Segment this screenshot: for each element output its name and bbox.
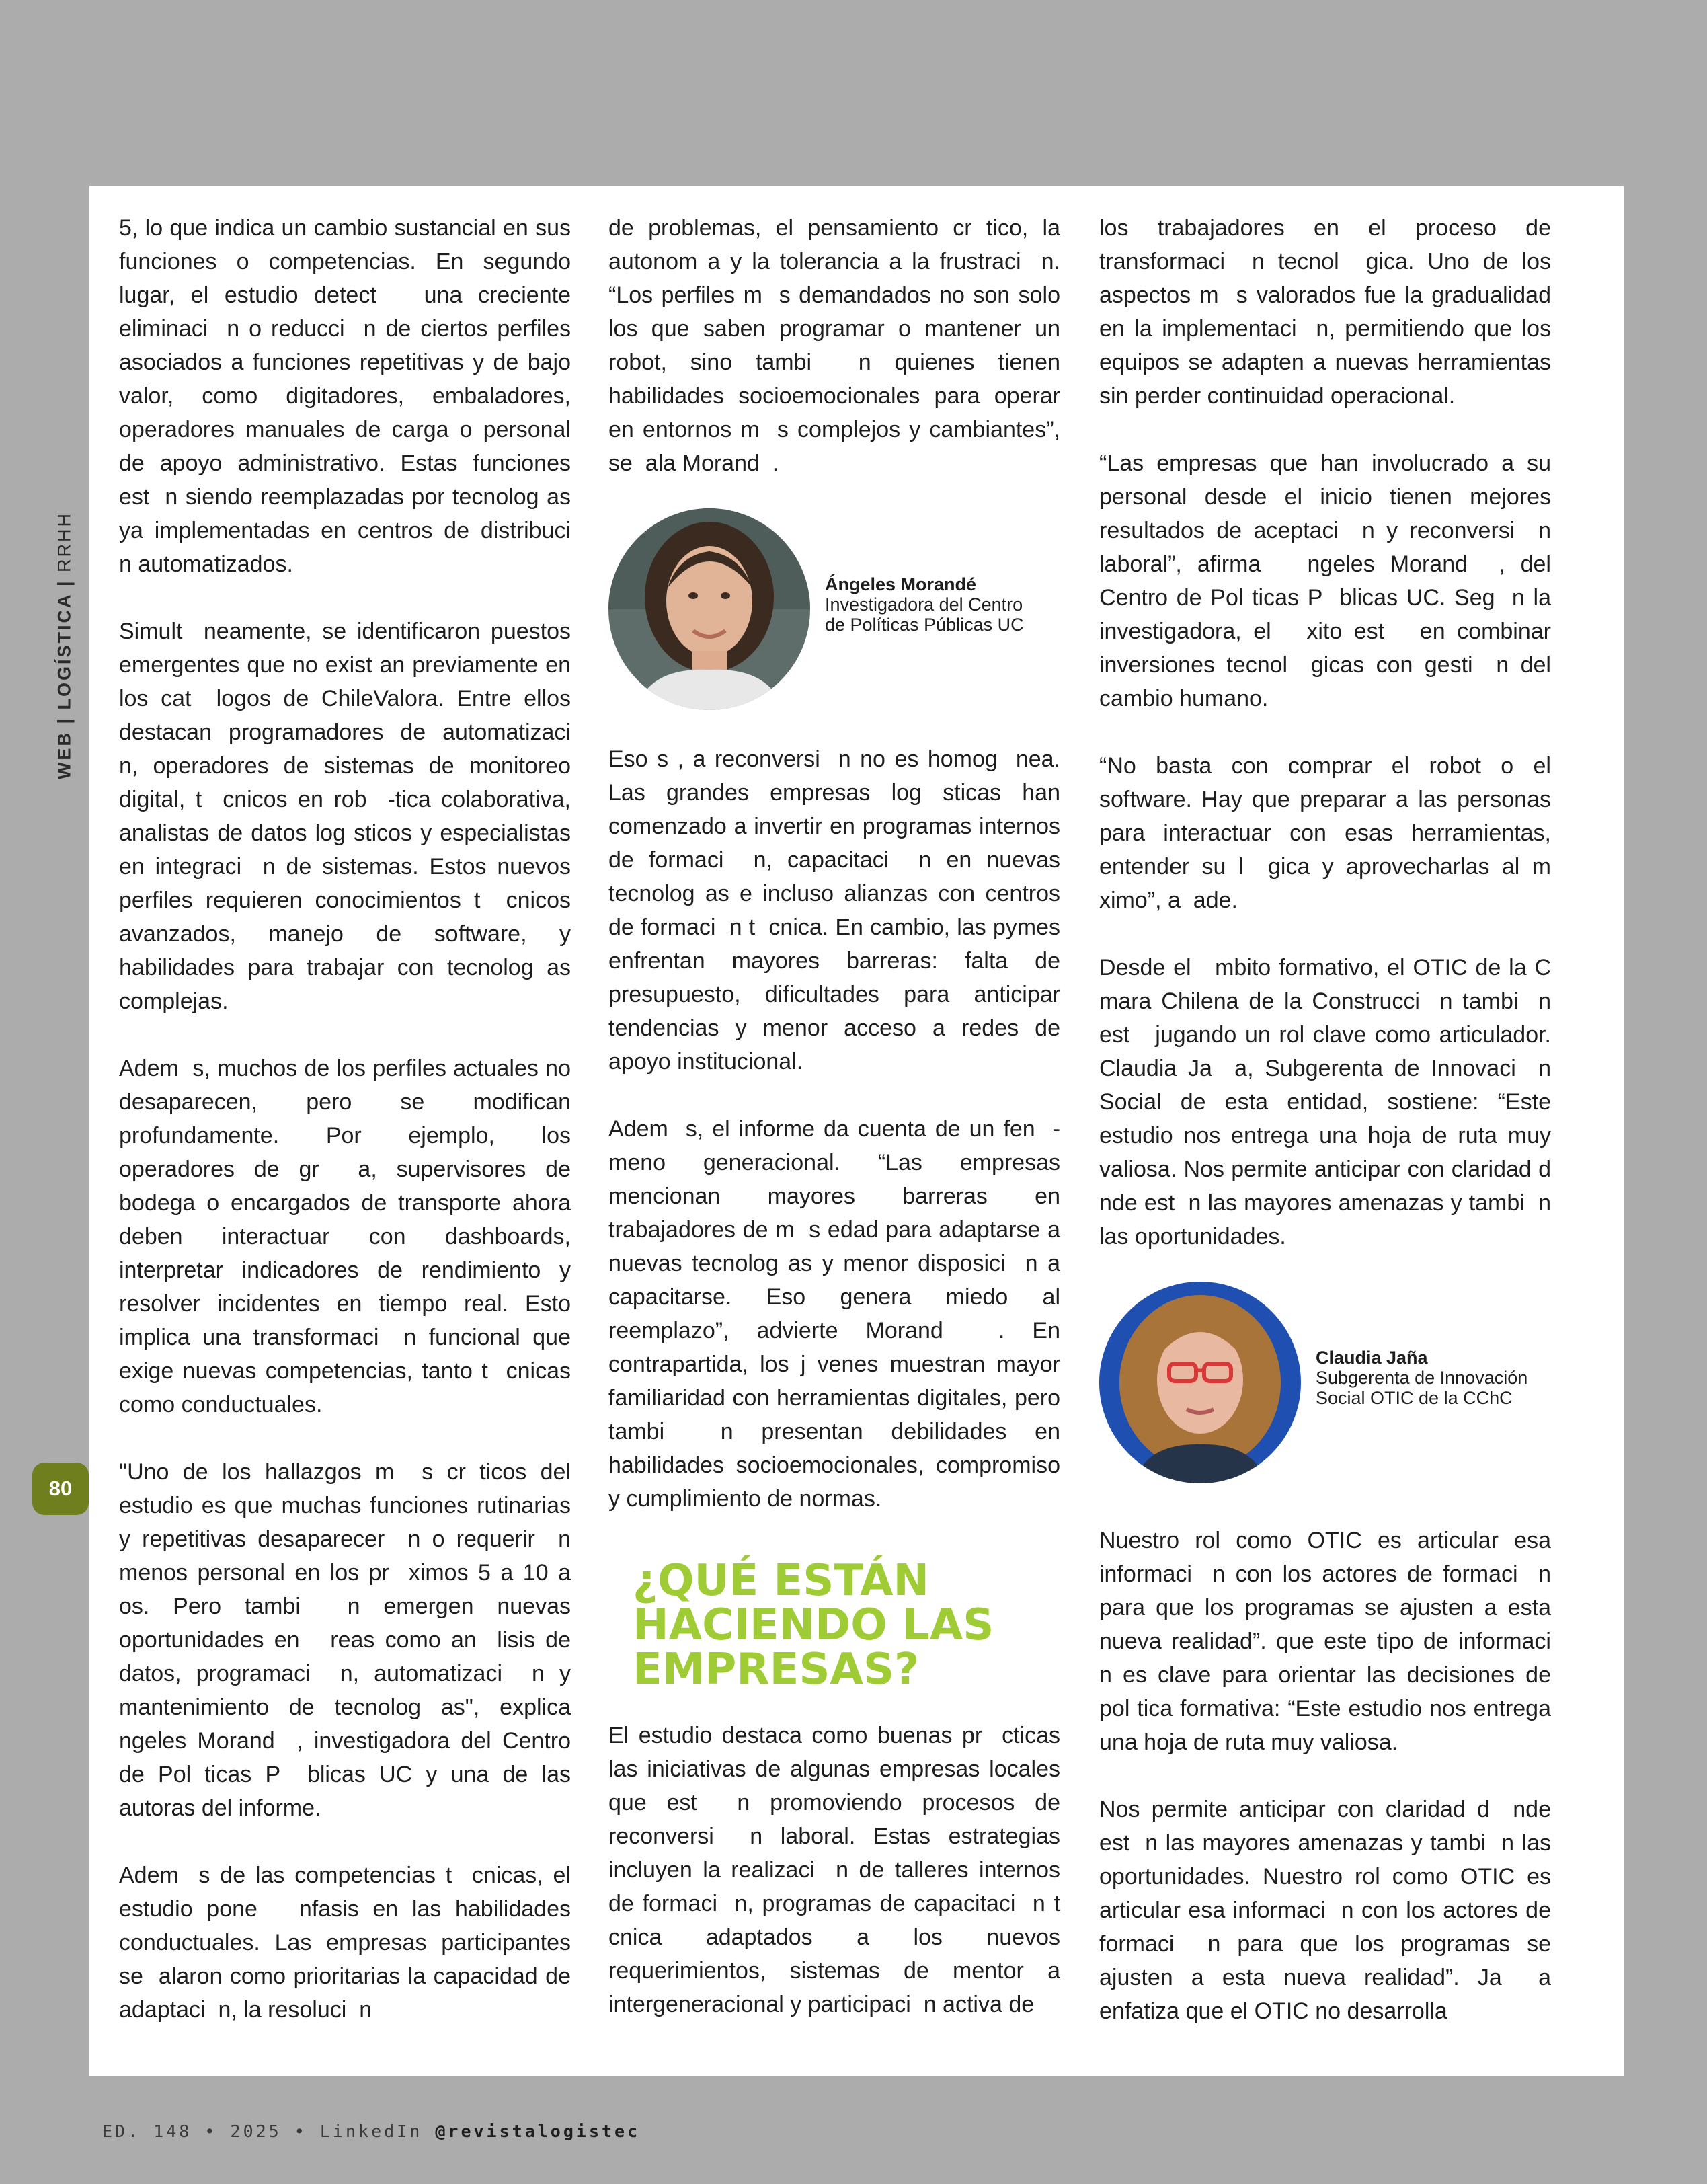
portrait-morande-image <box>608 508 810 710</box>
paragraph: "Uno de los hallazgos m s cr ticos del estudio es que muchas funciones rutinarias y repetitivas desaparecer n o requerir n menos personal en los pr ximos 5 a 10 a os. Pero tambi n emergen nuevas oportunidades en reas como an lisis de datos, programaci n, automatizaci n y mantenimiento de tecnolog as", explica ngeles Morand , investigadora del Centro de Pol ticas P blicas UC y una de las autoras del informe. <box>119 1459 590 1821</box>
paragraph: de problemas, el pensamiento cr tico, la autonom a y la tolerancia a la frustraci n. “Los perfiles m s demandados no son solo los que saben programar o mantener un robot, sino tambi n quienes tienen habilidades socioemocionales para operar en entornos m s complejos y cambiantes”, se ala Morand . <box>608 215 1067 476</box>
column-2 <box>608 211 1073 2021</box>
person-role: Social OTIC de la CChC <box>1316 1388 1513 1408</box>
column-3 <box>1099 211 1564 2028</box>
paragraph: Nuestro rol como OTIC es articular esa informaci n con los actores de formaci n para que los programas se ajusten a esta nueva realidad”. que este tipo de informaci n es clave para orientar las decisiones de pol tica formativa: “Este estudio nos entrega una hoja de ruta muy valiosa. <box>1099 1528 1564 1755</box>
section-heading <box>633 1556 1060 1694</box>
paragraph: Adem s, el informe da cuenta de un fen -meno generacional. “Las empresas mencionan mayores barreras en trabajadores de m s edad para adaptarse a nuevas tecnolog as y menor disposici n a capacitarse. Eso genera miedo al reemplazo”, advierte Morand . En contrapartida, los j venes muestran mayor familiaridad con herramientas digitales, pero tambi n presentan debilidades en habilidades socioemocionales, compromiso y cumplimiento de normas. <box>608 1116 1067 1512</box>
paragraph: Desde el mbito formativo, el OTIC de la C mara Chilena de la Construcci n tambi n est jugando un rol clave como articulador. Claudia Ja a, Subgerenta de Innovaci n Social de esta entidad, sostiene: “Este estudio nos entrega una hoja de ruta muy valiosa. Nos permite anticipar con claridad d nde est n las mayores amenazas y tambi n las oportunidades. <box>1099 955 1564 1249</box>
heading-line: EMPRESAS? <box>633 1645 920 1694</box>
footer-handle: @revistalogistec <box>435 2121 641 2141</box>
section-label-primary: WEB | LOGÍSTICA | <box>54 579 75 780</box>
heading-line: HACIENDO LAS <box>633 1600 994 1650</box>
paragraph: El estudio destaca como buenas pr cticas las iniciativas de algunas empresas locales que est n promoviendo procesos de reconversi n laboral. Estas estrategias incluyen la realizaci n de talleres internos de formaci n, programas de capacitaci n t cnica adaptados a los nuevos requerimientos, sistemas de mentor a intergeneracional y participaci n activa de <box>608 1723 1073 2017</box>
photo-caption <box>825 574 1024 635</box>
section-label-secondary: RRHH <box>54 511 75 580</box>
person-role: Investigadora del Centro <box>825 594 1023 615</box>
paragraph: “No basta con comprar el robot o el software. Hay que preparar a las personas para interactuar con esas herramientas, entender su l gica y aprovecharlas al m ximo”, a ade. <box>1099 753 1564 913</box>
person-name: Ángeles Morandé <box>825 574 977 594</box>
footer <box>102 2121 640 2141</box>
paragraph: Nos permite anticipar con claridad d nde est n las mayores amenazas y tambi n las oportunidades. Nuestro rol como OTIC es articular esa informaci n con los actores de formaci n para que los programas se ajusten a esta nueva realidad”. Ja a enfatiza que el OTIC no desarrolla <box>1099 1797 1558 2024</box>
profile-morande <box>608 508 1060 710</box>
page-number: 80 <box>48 1477 73 1500</box>
paragraph: Simult neamente, se identificaron puestos emergentes que no exist an previamente en los cat logos de ChileValora. Entre ellos destacan programadores de automatizaci n, operadores de sistemas de monitoreo digital, t cnicos en rob -tica colaborativa, analistas de datos log sticos y especialistas en integraci n de sistemas. Estos nuevos perfiles requieren conocimientos t cnicos avanzados, manejo de software, y habilidades para trabajar con tecnolog as complejas. <box>119 619 584 1014</box>
paragraph: 5, lo que indica un cambio sustancial en sus funciones o competencias. En segundo lugar, el estudio detect una creciente eliminaci n o reducci n de ciertos perfiles asociados a funciones repetitivas y de bajo valor, como digitadores, embaladores, operadores manuales de carga o personal de apoyo administrativo. Estas funciones est n siendo reemplazadas por tecnolog as ya implementadas en centros de distribuci n automatizados. <box>119 215 584 577</box>
portrait-photo <box>1099 1282 1301 1483</box>
paragraph: Adem s de las competencias t cnicas, el estudio pone nfasis en las habilidades conductuales. Las empresas participantes se alaron como prioritarias la capacidad de adaptaci n, la resoluci n <box>119 1863 578 2023</box>
column-1 <box>119 211 590 2027</box>
photo-caption <box>1316 1348 1527 1408</box>
footer-edition: ED. 148 • 2025 • LinkedIn <box>102 2121 436 2141</box>
person-role: de Políticas Públicas UC <box>825 615 1024 635</box>
section-label <box>54 512 75 779</box>
paragraph: Eso s , a reconversi n no es homog nea. Las grandes empresas log sticas han comenzado a invertir en programas internos de formaci n, capacitaci n en nuevas tecnolog as e incluso alianzas con centros de formaci n t cnica. En cambio, las pymes enfrentan mayores barreras: falta de presupuesto, dificultades para anticipar tendencias y menor acceso a redes de apoyo institucional. <box>608 746 1067 1075</box>
heading-line: ¿QUÉ ESTÁN <box>633 1556 930 1606</box>
person-name: Claudia Jaña <box>1316 1348 1428 1368</box>
paragraph: “Las empresas que han involucrado a su personal desde el inicio tienen mejores resultados de aceptaci n y reconversi n laboral”, afirma ngeles Morand , del Centro de Pol ticas P blicas UC. Seg n la investigadora, el xito est en combinar inversiones tecnol gicas con gesti n del cambio humano. <box>1099 451 1558 711</box>
page-number-tab <box>32 1462 89 1515</box>
portrait-photo <box>608 508 810 710</box>
paragraph: los trabajadores en el proceso de transformaci n tecnol gica. Uno de los aspectos m s valorados fue la gradualidad en la implementaci n, permitiendo que los equipos se adapten a nuevas herramientas sin perder continuidad operacional. <box>1099 215 1558 409</box>
person-role: Subgerenta de Innovación <box>1316 1368 1528 1388</box>
article-page <box>89 186 1624 2076</box>
profile-jana <box>1099 1282 1551 1483</box>
portrait-jana-image <box>1099 1282 1301 1483</box>
paragraph: Adem s, muchos de los perfiles actuales no desaparecen, pero se modifican profundamente. Por ejemplo, los operadores de gr a, supervisores de bodega o encargados de transporte ahora deben interactuar con dashboards, interpretar indicadores de rendimiento y resolver incidentes en tiempo real. Esto implica una transformaci n funcional que exige nuevas competencias, tanto t cnicas como conductuales. <box>119 1056 578 1417</box>
